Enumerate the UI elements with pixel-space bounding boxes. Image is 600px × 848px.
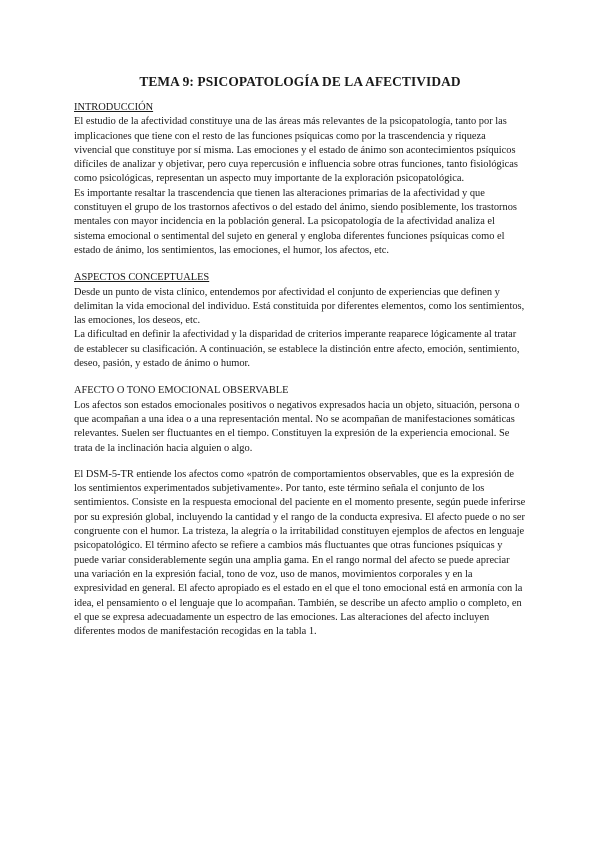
paragraph: Es importante resaltar la trascendencia que tienen las alteraciones primarias de la afectividad y que constituyen el grupo de los trastornos afectivos o del estado del ánimo, siendo posiblemente, los trastornos mentales con mayor incidencia en la población general. La psicopatología de la afectividad analiza el sistema emocional o sentimental del sujeto en general y engloba diferentes funciones psíquicas como el estado de ánimo, los sentimientos, las emociones, el humor, los afectos, etc. (74, 187, 517, 256)
paragraph: Los afectos son estados emocionales positivos o negativos expresados hacia un objeto, situación, persona o que acompañan a una idea o a una representación mental. No se acompañan de manifestaciones somáticas relevantes. Suelen ser fluctuantes en el tiempo. Constituyen la expresión de la experiencia emocional. Se trata de la inclinación hacia alguien o algo. (74, 399, 520, 454)
section-introduccion (74, 101, 526, 258)
section-heading: AFECTO O TONO EMOCIONAL OBSERVABLE (74, 385, 289, 397)
section-heading: ASPECTOS CONCEPTUALES (74, 272, 210, 284)
paragraph: El DSM-5-TR entiende los afectos como «patrón de comportamientos observables, que es la expresión de los sentimientos experimentados subjetivamente». Por tanto, este término señala el conjunto de los sentimientos. Consiste en la respuesta emocional del paciente en el momento presente, según puede inferirse por su expresión global, incluyendo la cantidad y el rango de la conducta expresiva. El afecto puede o no ser congruente con el humor. La tristeza, la alegría o la irritabilidad constituyen ejemplos de afectos en lenguaje psicopatológico. El término afecto se refiere a cambios más fluctuantes que otras funciones psíquicas y puede variar considerablemente según una amplia gama. En el rango normal del afecto se puede apreciar una variación en la expresión facial, tono de voz, uso de manos, movimientos corporales y en la expresividad en general. El afecto apropiado es el estado en el que el tono emocional está en armonía con la idea, el pensamiento o el lenguaje que lo acompañan. También, se describe un afecto amplio o completo, en el que se expresa adecuadamente un espectro de las emociones. Las alteraciones del afecto incluyen diferentes modos de manifestación recogidas en la tabla 1. (74, 468, 526, 638)
paragraph: La dificultad en definir la afectividad y la disparidad de criterios imperante reaparece lógicamente al tratar de establecer su clasificación. A continuación, se establece la distinción entre afecto, emoción, sentimiento, deseo, pasión, y estado de ánimo o humor. (74, 329, 520, 370)
paragraph: El estudio de la afectividad constituye una de las áreas más relevantes de la psicopatología, tanto por las implicaciones que tiene con el resto de las funciones psíquicas como por la trascendencia y riqueza vivencial que constituye por sí misma. Las emociones y el estado de ánimo son acontecimientos psíquicos difíciles de analizar y objetivar, pero cuya repercusión e influencia sobre otras funciones, tanto fisiológicas como psicológicas, representan un aspecto muy importante de la exploración psicopatológica. (74, 116, 518, 185)
section-heading: INTRODUCCIÓN (74, 102, 154, 113)
page-title: TEMA 9: PSICOPATOLOGÍA DE LA AFECTIVIDAD (139, 74, 461, 89)
section-afecto (74, 384, 526, 639)
section-aspectos-conceptuales (74, 271, 526, 371)
paragraph: Desde un punto de vista clínico, entendemos por afectividad el conjunto de experiencias que definen y delimitan la vida emocional del individuo. Está constituida por diferentes elementos, como los sentimientos, las emociones, los deseos, etc. (74, 286, 525, 327)
